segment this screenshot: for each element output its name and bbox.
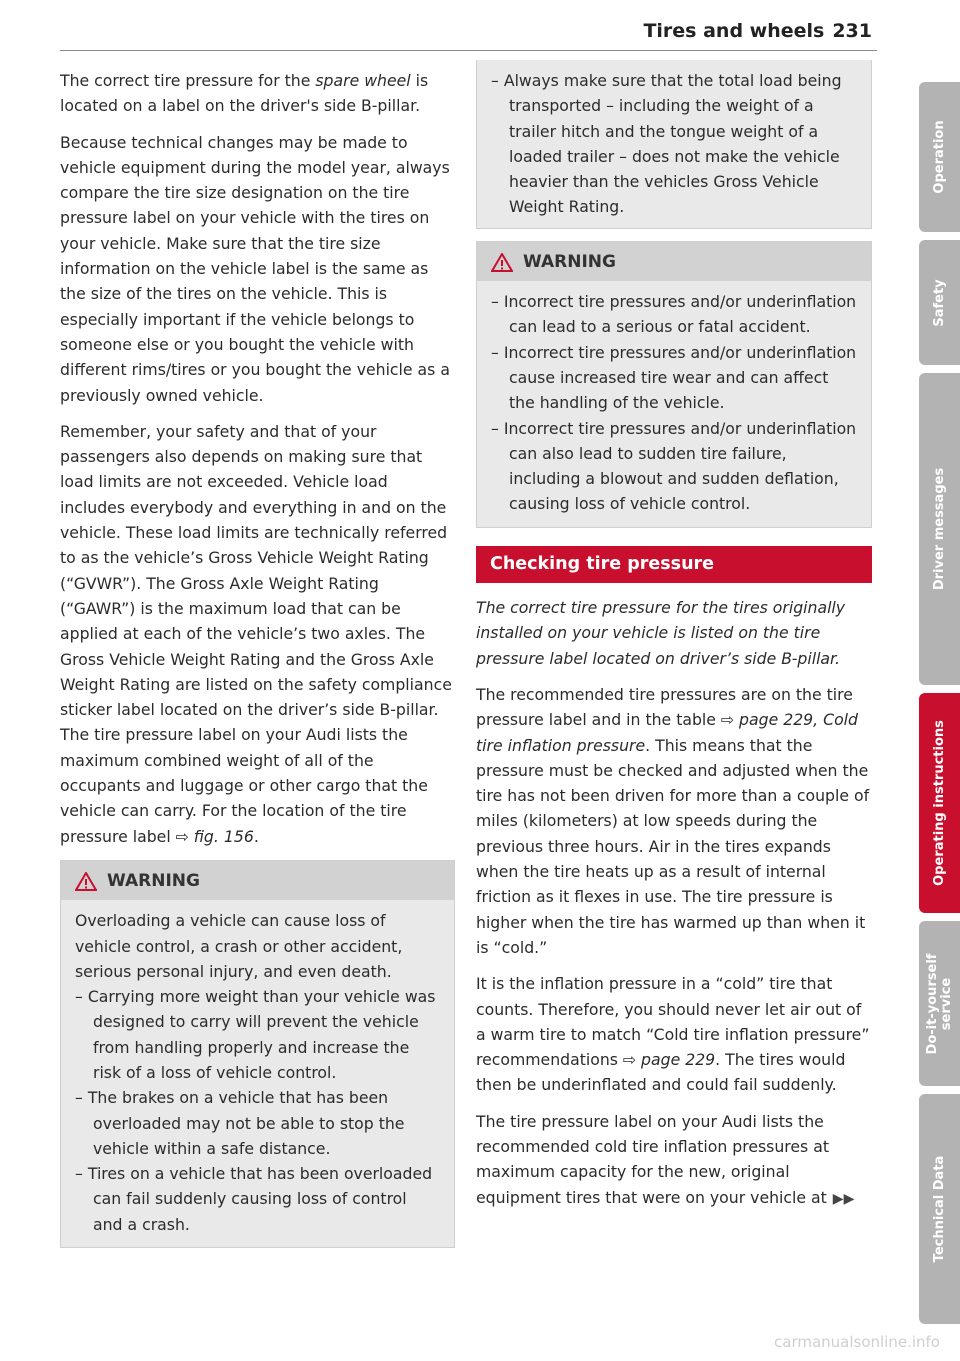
- chapter-title: Tires and wheels: [643, 20, 825, 42]
- section-intro: The correct tire pressure for the tires originally installed on your vehicle is listed on the tire pressure label located on driver’s side B-pillar.: [476, 598, 846, 668]
- list-item: – Incorrect tire pressures and/or underinflation can also lead to sudden tire failure, including a blowout and sudden deflation, causing loss of vehicle control.: [491, 416, 857, 517]
- list-item: – Carrying more weight than your vehicle was designed to carry will prevent the vehicle from handling properly and increase the risk of a loss of vehicle control.: [75, 984, 440, 1085]
- tab-driver-messages[interactable]: Driver messages: [919, 373, 960, 685]
- list-item: – Incorrect tire pressures and/or underinflation cause increased tire wear and can affect the handling of the vehicle.: [491, 340, 857, 416]
- paragraph-recommended: The recommended tire pressures are on the tire pressure label and in the table ⇨ page 229, Cold tire inflation pressure. This means that the pressure must be checked and adjusted when the tire has not been driven for more than a couple of miles (kilometers) at low speeds during the previous three hours. Air in the tires expands when the tire heats up as a result of internal friction as it flexes in use. The tire pressure is higher when the tire has warmed up than when it is “cold.”: [476, 684, 870, 957]
- header-rule: [60, 50, 877, 51]
- warning-box-overloading: [60, 860, 455, 1248]
- warning-triangle-icon: [75, 872, 97, 891]
- tab-technical-data[interactable]: Technical Data: [919, 1094, 960, 1324]
- tab-safety[interactable]: Safety: [919, 240, 960, 365]
- warning-list: [491, 289, 857, 517]
- continued-warning-box: [476, 60, 872, 229]
- tab-do-it-yourself-service[interactable]: Do-it-yourself service: [919, 921, 960, 1086]
- tab-operation[interactable]: Operation: [919, 82, 960, 232]
- warning-intro: Overloading a vehicle can cause loss of vehicle control, a crash or other accident, serious personal injury, and even death.: [75, 911, 403, 981]
- watermark: carmanualsonline.info: [774, 1333, 940, 1351]
- paragraph-label: The tire pressure label on your Audi lists the recommended cold tire inflation pressures at maximum capacity for the new, original equipment tires that were on your vehicle at ▶▶: [476, 1109, 872, 1212]
- right-column: [476, 68, 872, 1223]
- page-header: [643, 20, 872, 42]
- paragraph-spare-wheel: The correct tire pressure for the spare wheel is located on a label on the driver's side B-pillar.: [60, 71, 429, 116]
- tab-operating-instructions[interactable]: Operating instructions: [919, 693, 960, 913]
- warning-header: WARNING: [477, 242, 871, 281]
- paragraph-cold-tire: It is the inflation pressure in a “cold” tire that counts. Therefore, you should never let air out of a warm tire to match “Cold tire inflation pressure” recommendations ⇨ page 229. The tires would then be underinflated and could fail suddenly.: [476, 974, 870, 1095]
- page-number: 231: [832, 20, 872, 42]
- figure-link[interactable]: ⇨ fig. 156: [175, 826, 254, 846]
- warning-triangle-icon: [491, 253, 513, 272]
- paragraph-technical-changes: Because technical changes may be made to vehicle equipment during the model year, always compare the tire size designation on the tire pressure label on your vehicle with the tires on your vehicle. Make sure that the tire size information on the vehicle label is the same as the size of the tires on the vehicle. This is especially important if the vehicle belongs to someone else or you bought the vehicle with different rims/tires or you bought the vehicle as a previously owned vehicle.: [60, 132, 450, 405]
- list-item: – Tires on a vehicle that has been overloaded can fail suddenly causing loss of control and a crash.: [75, 1161, 440, 1237]
- warning-box-pressures: [476, 241, 872, 528]
- paragraph-load-limits: Remember, your safety and that of your passengers also depends on making sure that load limits are not exceeded. Vehicle load includes everybody and everything in and on the vehicle. These load limits are technically referred to as the vehicle’s Gross Vehicle Weight Rating (“GVWR”). The Gross Axle Weight Rating (“GAWR”) is the maximum load that can be applied at each of the vehicle’s two axles. The Gross Vehicle Weight Rating and the Gross Axle Weight Rating are listed on the safety compliance sticker label located on the driver’s side B-pillar. The tire pressure label on your Audi lists the maximum combined weight of all of the occupants and luggage or other cargo that the vehicle can carry. For the location of the tire pressure label ⇨ fig. 156.: [60, 421, 452, 846]
- list-item: – The brakes on a vehicle that has been overloaded may not be able to stop the vehicle within a safe distance.: [75, 1085, 440, 1161]
- page-link[interactable]: ⇨ page 229, Cold tire inflation pressure: [476, 710, 859, 755]
- section-heading: Checking tire pressure: [476, 546, 872, 583]
- list-item: – Incorrect tire pressures and/or underinflation can lead to a serious or fatal accident.: [491, 289, 857, 340]
- warning-header: WARNING: [61, 861, 454, 900]
- list-item: – Always make sure that the total load being transported – including the weight of a trailer hitch and the tongue weight of a loaded trailer – does not make the vehicle heavier than the vehicles Gross Vehicle Weight Rating.: [491, 68, 857, 220]
- continue-arrow-icon: ▶▶: [832, 1190, 855, 1207]
- warning-list: [75, 984, 440, 1237]
- page-link[interactable]: ⇨ page 229: [622, 1050, 716, 1070]
- left-column: [60, 68, 455, 1258]
